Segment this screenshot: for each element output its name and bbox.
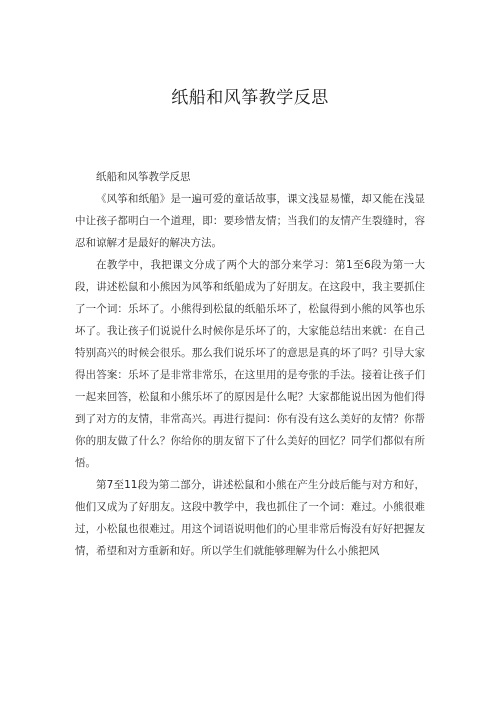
document-subheading: 纸船和风筝教学反思 [96, 171, 191, 183]
paragraph: 在教学中，我把课文分成了两个大的部分来学习：第1至6段为第一大段，讲述松鼠和小熊因为风筝和纸船成为了好朋友。在这段中，我主要抓住了一个词：乐坏了。小熊得到松鼠的纸船乐坏了，松鼠得到小熊的风筝也乐坏了。我让孩子们说说什么时候你是乐坏了的，大家能总结出来就：在自己特别高兴的时候会很乐。那么我们说乐坏了的意思是真的坏了吗？引导大家得出答案：乐坏了是非常非常乐，在这里用的是夸张的手法。接着让孩子们一起来回答，松鼠和小熊乐坏了的原因是什么呢？大家都能说出因为他们得到了对方的友情，非常高兴。再进行提问：你有没有这么美好的友情？你帮你的朋友做了什么？你给你的朋友留下了什么美好的回忆？同学们都似有所悟。 [75, 259, 425, 469]
paragraph: 《风筝和纸船》是一遍可爱的童话故事，课文浅显易懂，却又能在浅显中让孩子都明白一个道理，即：要珍惜友情；当我们的友情产生裂缝时，容忍和谅解才是最好的解决方法。 [75, 193, 425, 249]
document-body [75, 166, 425, 562]
paragraph: 第7至11段为第二部分，讲述松鼠和小熊在产生分歧后能与对方和好，他们又成为了好朋友。这段中教学中，我也抓住了一个词：难过。小熊很难过，小松鼠也很难过。用这个词语说明他们的心里非常后悔没有好好把握友情，希望和对方重新和好。所以学生们就能够理解为什么小熊把风 [75, 479, 425, 557]
document-title: 纸船和风筝教学反思 [171, 88, 329, 108]
